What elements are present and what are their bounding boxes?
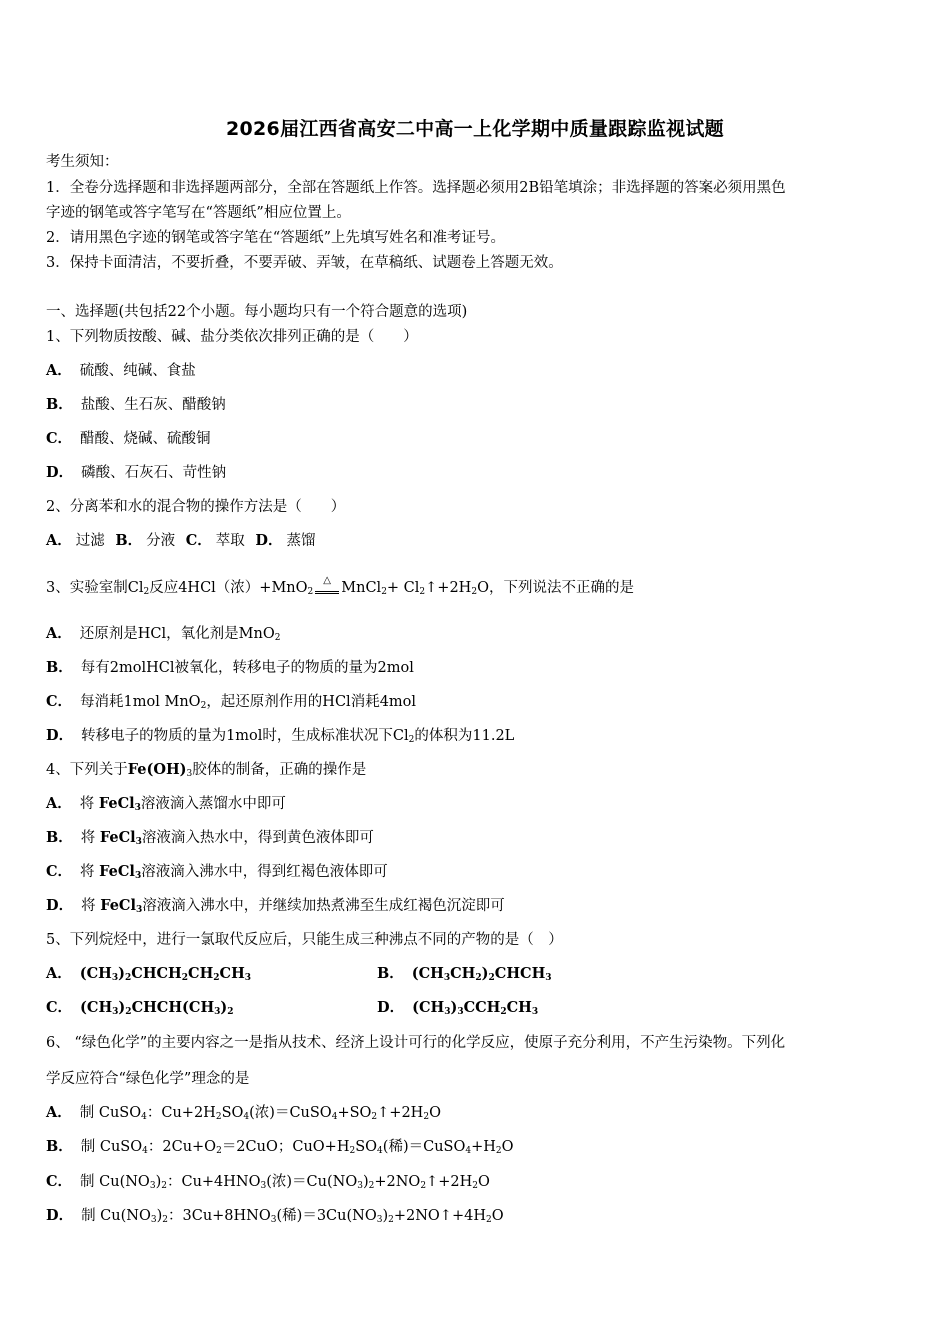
option-label: B． (377, 965, 404, 982)
option-text: 分液 (146, 533, 176, 549)
subscript: 3 (135, 905, 143, 915)
q6-option-b: B． 制 CuSO$_4$：$2Cu+O_2=2CuO$；$CuO+H_2SO_4$(稀)$=CuSO_4+H_2O$ (46, 1138, 514, 1156)
option-label: D． (255, 532, 283, 549)
option-label: A． (46, 625, 72, 642)
option-label: A． (46, 795, 72, 812)
q4-stem-part: 胶体的制备，正确的操作是 (192, 762, 367, 778)
notice-item-2: 2．请用黑色字迹的钢笔或答字笔在“答题纸”上先填写姓名和准考证号。 (46, 230, 506, 246)
q1-option-c (46, 429, 211, 449)
q3-stem-part: MnCl (341, 580, 382, 596)
q2-options (46, 531, 315, 551)
formula: Fe(OH) (127, 761, 187, 778)
option-text: 将 (80, 830, 100, 846)
q3-stem-part: + Cl (386, 580, 420, 596)
q4-option-a (46, 794, 286, 818)
option-label: A． (46, 965, 72, 982)
subscript: 3 (135, 837, 142, 847)
option-text: 溶液滴入沸水中，得到红褐色液体即可 (141, 864, 388, 880)
q1-option-b (46, 395, 226, 415)
option-label: C． (46, 430, 73, 447)
q5-option-d: D． $(CH_3)_3CCH_2CH_3$ (377, 999, 539, 1017)
subscript: 3 (134, 803, 141, 813)
option-label: D． (46, 897, 74, 914)
equal-bar (315, 591, 339, 594)
subscript: 2 (419, 587, 426, 597)
option-label: B． (46, 829, 73, 846)
q5-option-a: A． $(CH_3)_2CHCH_2CH_2CH_3$ (46, 965, 252, 983)
subscript: 3 (186, 769, 193, 779)
q3-stem-part: 3、实验室制Cl (46, 580, 144, 596)
formula: FeCl (100, 897, 136, 914)
q5-stem: 5、下列烷烃中，进行一氯取代反应后，只能生成三种沸点不同的产物的是（ ） (46, 932, 563, 948)
option-label: B． (46, 659, 73, 676)
option-text: 将 (79, 796, 99, 812)
q6-option-c: C． 制 $Cu(NO_3)_2$：$Cu+4HNO_3$(浓)$=Cu(NO_3)_2+2NO_2↑+2H_2O$ (46, 1173, 490, 1191)
subscript: 2 (143, 587, 150, 597)
option-text: 还原剂是HCl，氧化剂是MnO (79, 626, 275, 642)
option-label: A． (46, 1104, 72, 1121)
subscript: 2 (274, 633, 281, 643)
reaction-arrow (315, 575, 339, 595)
delta-icon: △ (323, 575, 331, 586)
option-text: 将 (81, 898, 101, 914)
option-text: 盐酸、生石灰、醋酸钠 (80, 397, 226, 413)
option-text: 萃取 (215, 533, 245, 549)
option-label: C． (185, 532, 212, 549)
option-label: D． (46, 1207, 74, 1224)
q3-option-a (46, 624, 280, 648)
subscript: 3 (134, 871, 142, 881)
option-text: 的体积为11.2L (414, 728, 515, 744)
q5-options-row-1 (46, 964, 906, 988)
q6-stem-line-2: 学反应符合“绿色化学”理念的是 (46, 1071, 250, 1087)
q3-stem-part: O，下列说法不正确的是 (477, 580, 634, 596)
q1-option-d (46, 463, 226, 483)
option-label: D． (46, 727, 74, 744)
q6-option-d: D． 制 $Cu(NO_3)_2$：$3Cu+8HNO_3$(稀)$=3Cu(NO_3)_2+2NO↑+4H_2O$ (46, 1207, 504, 1225)
option-label: A． (46, 532, 72, 549)
option-text: ，起还原剂作用的HCl消耗4mol (206, 694, 417, 710)
subscript: 2 (200, 701, 207, 711)
notice-item-3: 3．保持卡面清洁，不要折叠，不要弄破、弄皱，在草稿纸、试题卷上答题无效。 (46, 255, 563, 271)
option-label: A． (46, 362, 72, 379)
option-text: 每有2molHCl被氧化，转移电子的物质的量为2mol (80, 660, 414, 676)
notice-heading: 考生须知： (46, 154, 119, 170)
formula: FeCl (99, 829, 136, 846)
option-text: 溶液滴入热水中，得到黄色液体即可 (141, 830, 374, 846)
q5-option-b: B． $(CH_3CH_2)_2CHCH_3$ (377, 965, 552, 983)
q4-stem-part: 4、下列关于 (46, 762, 128, 778)
q5-options-row-2 (46, 998, 906, 1022)
q1-option-a (46, 361, 196, 381)
formula: FeCl (98, 795, 135, 812)
section-heading: 一、选择题(共包括22个小题。每小题均只有一个符合题意的选项) (46, 304, 468, 320)
option-text: 醋酸、烧碱、硫酸铜 (80, 431, 211, 447)
formula: FeCl (99, 863, 135, 880)
option-text: 磷酸、石灰石、苛性钠 (81, 465, 227, 481)
q2-stem: 2、分离苯和水的混合物的操作方法是（ ） (46, 499, 346, 515)
q3-option-b (46, 658, 414, 678)
q4-stem (46, 760, 366, 784)
option-label: C． (46, 999, 73, 1016)
option-label: B． (115, 532, 143, 549)
q1-stem: 1、下列物质按酸、碱、盐分类依次排列正确的是（ ） (46, 329, 418, 345)
page-title: 2026届江西省高安二中高一上化学期中质量跟踪监视试题 (226, 118, 724, 140)
option-text: 溶液滴入沸水中，并继续加热煮沸至生成红褐色沉淀即可 (142, 898, 505, 914)
subscript: 2 (408, 735, 415, 745)
option-text: 将 (80, 864, 100, 880)
q6-option-a: A． 制 CuSO$_4$：$Cu+2H_2SO_4$(浓)$=CuSO_4+SO_2↑+2H_2O$ (46, 1104, 441, 1122)
option-label: D． (377, 999, 405, 1016)
subscript: 2 (471, 587, 478, 597)
option-text: 转移电子的物质的量为1mol时，生成标准状况下Cl (81, 728, 409, 744)
option-label: C． (46, 1173, 73, 1190)
option-label: C． (46, 863, 73, 880)
q4-option-d (46, 896, 505, 920)
q3-option-d (46, 726, 514, 750)
q3-option-c (46, 692, 416, 716)
q6-stem-line-1: 6、 “绿色化学”的主要内容之一是指从技术、经济上设计可行的化学反应，使原子充分利用，不产生污染物。下列化 (46, 1035, 786, 1051)
notice-item-1: 1．全卷分选择题和非选择题两部分，全部在答题纸上作答。选择题必须用2B铅笔填涂；非选择题的答案必须用黑色 (46, 180, 786, 196)
q3-stem-part: 反应4HCl（浓）+MnO (149, 580, 308, 596)
subscript: 2 (307, 587, 314, 597)
option-label: B． (46, 396, 73, 413)
option-label: D． (46, 464, 74, 481)
q3-stem-part: ↑+2H (425, 580, 472, 596)
notice-item-1-cont: 字迹的钢笔或答字笔写在“答题纸”相应位置上。 (46, 205, 351, 221)
q4-option-b (46, 828, 374, 852)
q5-option-c: C． $(CH_3)_2CHCH(CH_3)_2$ (46, 999, 234, 1017)
option-text: 溶液滴入蒸馏水中即可 (140, 796, 286, 812)
option-text: 硫酸、纯碱、食盐 (79, 363, 196, 379)
subscript: 2 (381, 587, 387, 597)
option-label: C． (46, 693, 73, 710)
q4-option-c (46, 862, 388, 886)
option-text: 过滤 (75, 533, 105, 549)
option-text: 每消耗1mol MnO (80, 694, 201, 710)
option-label: B． (46, 1138, 73, 1155)
q3-stem (46, 575, 634, 602)
option-text: 蒸馏 (286, 533, 316, 549)
